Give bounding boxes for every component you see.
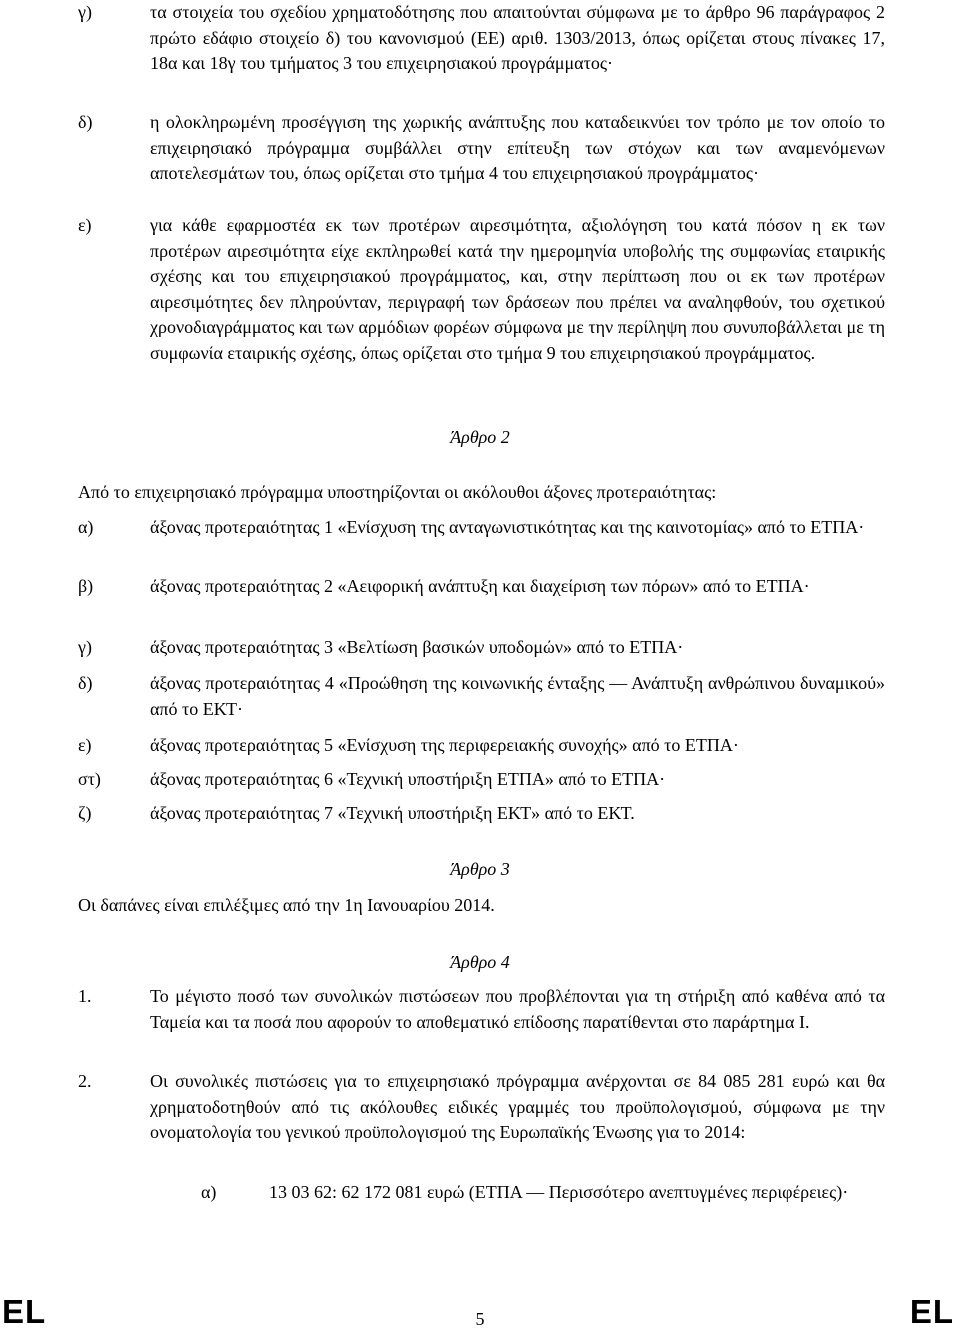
item-label: δ) [78,112,93,132]
article-2-intro: Από το επιχειρησιακό πρόγραμμα υποστηρίζονται οι ακόλουθοι άξονες προτεραιότητας: [78,482,717,502]
item-label: 2. [78,1071,92,1091]
item-label: ζ) [78,803,92,823]
item-label: α) [201,1182,217,1202]
item-label: 1. [78,986,92,1006]
item-label: ε) [78,735,92,755]
item-text: άξονας προτεραιότητας 7 «Τεχνική υποστήριξη ΕΚΤ» από το ΕΚΤ. [150,803,635,823]
item-text: άξονας προτεραιότητας 4 «Προώθηση της κοινωνικής ένταξης — Ανάπτυξη ανθρώπινου δυναμικού» από το ΕΚΤ· [150,673,885,719]
sub-list-item [201,1180,885,1206]
item-text: άξονας προτεραιότητας 3 «Βελτίωση βασικών υποδομών» από το ΕΤΠΑ· [150,637,684,657]
page-number: 5 [475,1309,485,1329]
list-item [78,0,885,77]
item-text: Οι συνολικές πιστώσεις για το επιχειρησιακό πρόγραμμα ανέρχονται σε 84 085 281 ευρώ και θα χρηματοδοτηθούν από τις ακόλουθες ειδικές γραμμές του προϋπολογισμού, σύμφωνα με την ονοματολογία του γενικού προϋπολογισμού της Ευρωπαϊκής Ένωσης για το 2014: [150,1071,885,1142]
item-text: άξονας προτεραιότητας 5 «Ενίσχυση της περιφερειακής συνοχής» από το ΕΤΠΑ· [150,735,739,755]
list-item [78,515,885,541]
list-item [78,767,885,793]
item-label: δ) [78,673,93,693]
item-text: άξονας προτεραιότητας 1 «Ενίσχυση της ανταγωνιστικότητας και της καινοτομίας» από το ΕΤΠΑ· [150,517,865,537]
list-item [78,733,885,759]
item-label: ε) [78,215,92,235]
item-text: άξονας προτεραιότητας 6 «Τεχνική υποστήριξη ΕΤΠΑ» από το ΕΤΠΑ· [150,769,666,789]
item-text: Το μέγιστο ποσό των συνολικών πιστώσεων που προβλέπονται για τη στήριξη από καθένα από τα Ταμεία και τα ποσά που αφορούν το αποθεματικό επίδοσης παρατίθενται στο παράρτημα I. [150,986,885,1032]
item-text: για κάθε εφαρμοστέα εκ των προτέρων αιρεσιμότητα, αξιολόγηση του κατά πόσον η εκ των προτέρων αιρεσιμότητα είχε εκπληρωθεί κατά την ημερομηνία υποβολής της συμφωνίας εταιρικής σχέσης και του επιχειρησιακού προγράμματος, και, στην περίπτωση που οι εκ των προτέρων αιρεσιμότητες δεν πληρούνταν, περιγραφή των δράσεων που πρέπει να αναληφθούν, του σχετικού χρονοδιαγράμματος και των αρμόδιων φορέων σύμφωνα με την περίληψη που συνυποβάλλεται με τη συμφωνία εταιρικής σχέσης, όπως ορίζεται στο τμήμα 9 του επιχειρησιακού προγράμματος. [150,215,885,363]
item-text: η ολοκληρωμένη προσέγγιση της χωρικής ανάπτυξης που καταδεικνύει τον τρόπο με τον οποίο το επιχειρησιακό πρόγραμμα συμβάλλει στην επίτευξη των στόχων και των αναμενόμενων αποτελεσμάτων του, όπως ορίζεται στο τμήμα 4 του επιχειρησιακού προγράμματος· [150,112,885,183]
list-item [78,635,885,661]
item-label: γ) [78,2,92,22]
item-label: γ) [78,637,92,657]
item-text: τα στοιχεία του σχεδίου χρηματοδότησης που απαιτούνται σύμφωνα με το άρθρο 96 παράγραφος 2 πρώτο εδάφιο στοιχείο δ) του κανονισμού (ΕΕ) αριθ. 1303/2013, όπως ορίζεται στους πίνακες 17, 18α και 18γ του τμήματος 3 του επιχειρησιακού προγράμματος· [150,2,885,73]
item-label: β) [78,576,94,596]
list-item [78,110,885,187]
item-label: στ) [78,769,101,789]
article-2-heading: Άρθρο 2 [450,427,510,447]
list-item [78,984,885,1035]
list-item [78,671,885,722]
footer-language-right: EL [909,1293,954,1330]
list-item [78,1069,885,1146]
list-item [78,801,885,827]
article-4-heading: Άρθρο 4 [450,952,510,972]
article-3-text: Οι δαπάνες είναι επιλέξιμες από την 1η Ιανουαρίου 2014. [78,895,495,915]
item-label: α) [78,517,94,537]
footer-language-left: EL [2,1293,47,1330]
article-3-heading: Άρθρο 3 [450,859,510,879]
list-item [78,213,885,366]
item-text: 13 03 62: 62 172 081 ευρώ (ΕΤΠΑ — Περισσότερο ανεπτυγμένες περιφέρειες)· [269,1182,849,1202]
list-item [78,574,885,600]
item-text: άξονας προτεραιότητας 2 «Αειφορική ανάπτυξη και διαχείριση των πόρων» από το ΕΤΠΑ· [150,576,810,596]
